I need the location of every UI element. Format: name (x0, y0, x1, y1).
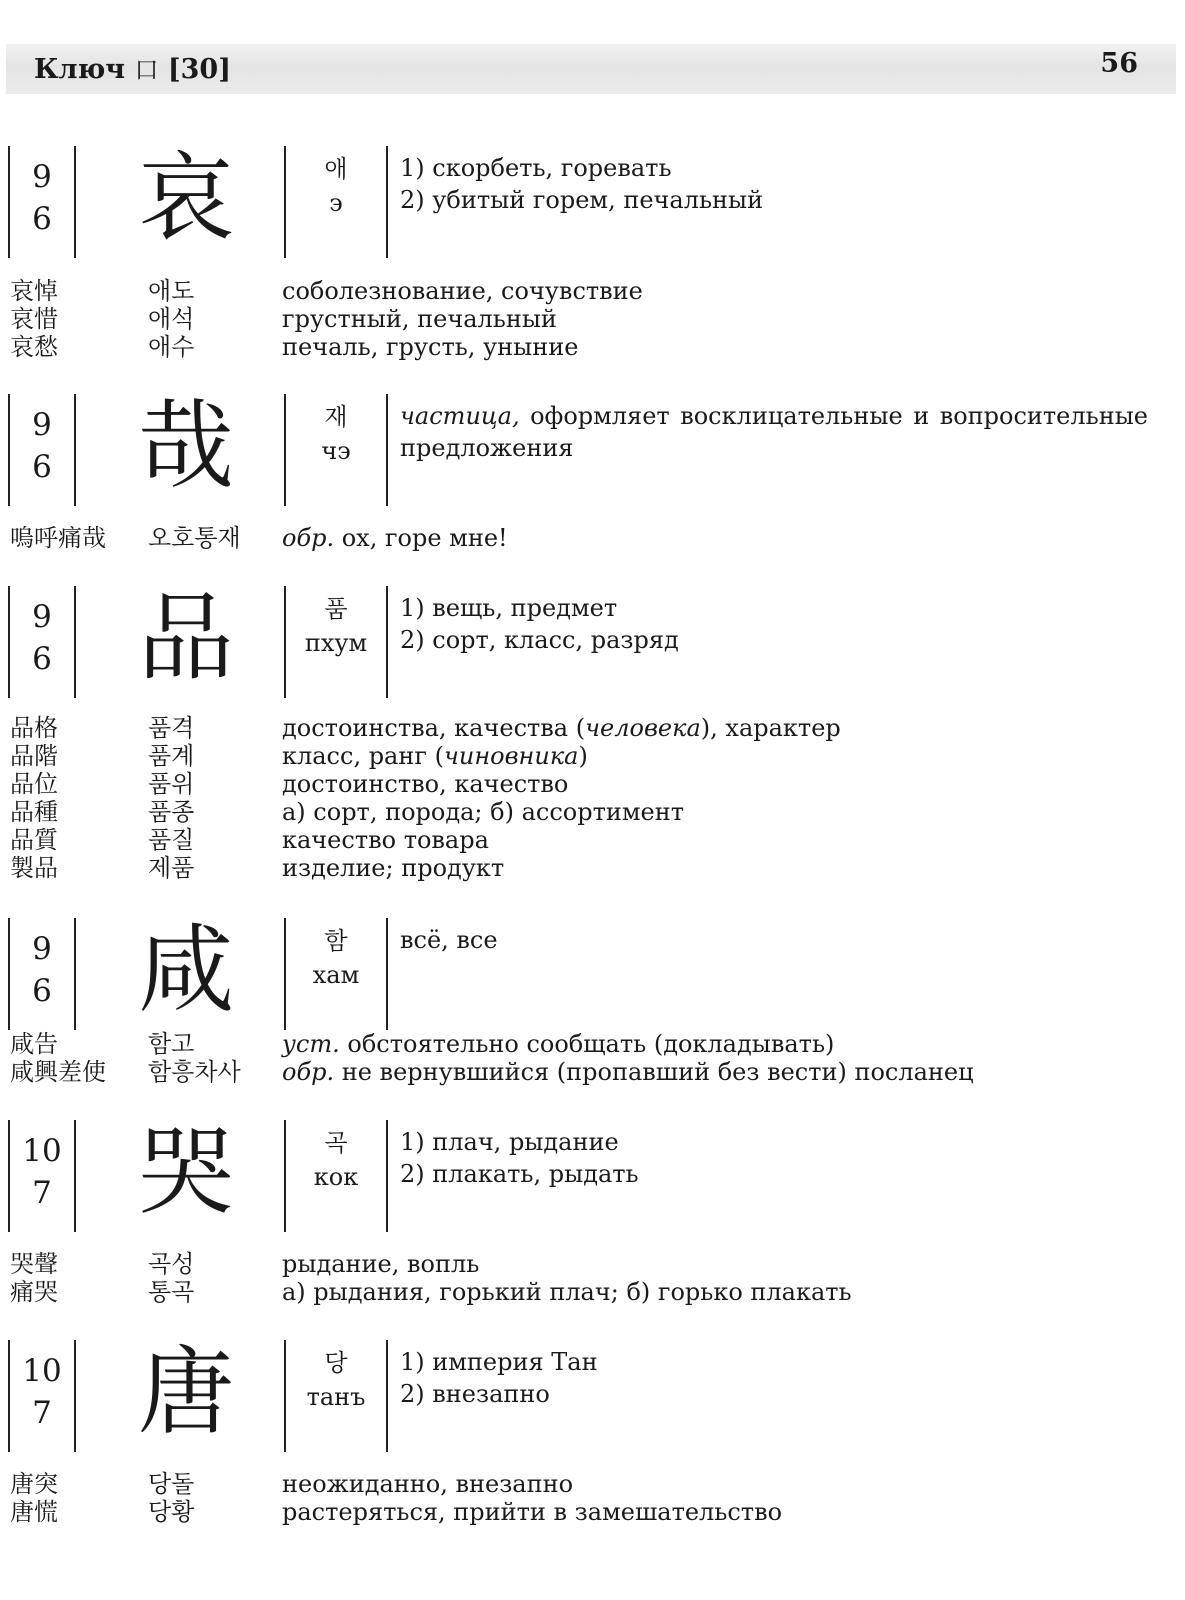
compound-hanzi: 哀悼 (10, 277, 58, 305)
reading-box (284, 586, 388, 698)
meaning-list (400, 592, 1148, 656)
stroke-count (8, 146, 76, 258)
extra-strokes: 6 (32, 641, 52, 677)
compound-hanzi: 品位 (10, 770, 58, 798)
compound-list (0, 1030, 1185, 1086)
compound-hangul: 당돌 (148, 1470, 195, 1498)
total-strokes: 10 (22, 1353, 62, 1389)
compound-row (0, 826, 1185, 854)
compound-translation: а) сорт, порода; б) ассортимент (282, 798, 685, 826)
meaning-line: 2) убитый горем, печальный (400, 186, 764, 214)
compound-hangul: 오호통재 (148, 524, 241, 552)
compound-hangul: 품질 (148, 826, 195, 854)
compound-row (0, 333, 1185, 361)
compound-hangul: 품계 (148, 742, 195, 770)
compound-hanzi: 嗚呼痛哉 (10, 524, 106, 552)
meaning-paragraph (400, 400, 1148, 464)
reading-box (284, 146, 388, 258)
cyrillic-reading: кок (313, 1163, 359, 1191)
compound-hangul: 품격 (148, 714, 195, 742)
compound-row (0, 305, 1185, 333)
compound-row (0, 1030, 1185, 1058)
compound-hanzi: 咸興差使 (10, 1058, 106, 1086)
compound-translation: обр. ох, горе мне! (282, 524, 508, 552)
compound-hangul: 당황 (148, 1498, 195, 1526)
page-number: 56 (1100, 48, 1138, 79)
key-label: Ключ (34, 54, 126, 85)
dictionary-entry (0, 1116, 1185, 1238)
compound-row (0, 1278, 1185, 1306)
meaning-line: 2) внезапно (400, 1380, 550, 1408)
headword-character: 哉 (138, 390, 234, 502)
headword-character: 哭 (138, 1116, 234, 1228)
compound-hanzi: 品階 (10, 742, 58, 770)
usage-label: обр. (282, 1058, 335, 1086)
meaning-text: оформляет восклицательные и вопросительные предложения (400, 402, 1148, 462)
compound-list (0, 524, 1185, 552)
compound-translation: рыдание, вопль (282, 1250, 480, 1278)
compound-row (0, 714, 1185, 742)
extra-strokes: 6 (32, 201, 52, 237)
compound-list (0, 1250, 1185, 1306)
meaning-line: 1) скорбеть, горевать (400, 154, 672, 182)
dictionary-entry (0, 390, 1185, 512)
compound-translation: качество товара (282, 826, 489, 854)
compound-hanzi: 製品 (10, 854, 58, 882)
total-strokes: 9 (32, 407, 52, 443)
stroke-count (8, 1120, 76, 1232)
total-strokes: 10 (22, 1133, 62, 1169)
headword-character: 唐 (138, 1336, 234, 1448)
page-header (6, 44, 1176, 94)
compound-translation: изделие; продукт (282, 854, 505, 882)
stroke-count (8, 918, 76, 1030)
dictionary-entry (0, 582, 1185, 704)
compound-hanzi: 哀愁 (10, 333, 58, 361)
usage-label: уст. (282, 1030, 340, 1058)
hangul-reading: 품 (324, 595, 348, 623)
radical-character: 口 (134, 56, 159, 84)
compound-translation: растеряться, прийти в замешательство (282, 1498, 783, 1526)
extra-strokes: 6 (32, 449, 52, 485)
compound-hangul: 애수 (148, 333, 195, 361)
compound-list (0, 714, 1185, 882)
compound-translation: обр. не вернувшийся (пропавший без вести) посланец (282, 1058, 974, 1086)
compound-translation: а) рыдания, горький плач; б) горько плакать (282, 1278, 852, 1306)
headword-character: 咸 (138, 914, 234, 1026)
hangul-reading: 곡 (324, 1129, 348, 1157)
compound-translation: грустный, печальный (282, 305, 557, 333)
compound-translation: достоинство, качество (282, 770, 569, 798)
cyrillic-reading: э (329, 189, 343, 217)
meaning-list (400, 1126, 1148, 1190)
compound-row (0, 798, 1185, 826)
compound-hangul: 애도 (148, 277, 195, 305)
compound-hangul: 곡성 (148, 1250, 195, 1278)
compound-hanzi: 痛哭 (10, 1278, 58, 1306)
compound-hanzi: 哭聲 (10, 1250, 58, 1278)
compound-hangul: 품종 (148, 798, 195, 826)
total-strokes: 9 (32, 159, 52, 195)
compound-hanzi: 哀惜 (10, 305, 58, 333)
stroke-count (8, 1340, 76, 1452)
compound-list (0, 1470, 1185, 1526)
meaning-line: 2) плакать, рыдать (400, 1160, 639, 1188)
meaning-list (400, 1346, 1148, 1410)
compound-hangul: 애석 (148, 305, 195, 333)
meaning-list (400, 400, 1148, 464)
compound-translation: печаль, грусть, уныние (282, 333, 579, 361)
compound-hangul: 함흥차사 (148, 1058, 241, 1086)
hangul-reading: 당 (324, 1349, 348, 1377)
compound-hanzi: 品格 (10, 714, 58, 742)
meaning-list (400, 152, 1148, 216)
headword-character: 品 (138, 582, 234, 694)
meaning-line: 2) сорт, класс, разряд (400, 626, 679, 654)
compound-hanzi: 唐慌 (10, 1498, 58, 1526)
compound-row (0, 770, 1185, 798)
compound-hanzi: 唐突 (10, 1470, 58, 1498)
hangul-reading: 애 (324, 155, 348, 183)
dictionary-entry (0, 1336, 1185, 1458)
compound-row (0, 854, 1185, 882)
compound-row (0, 1250, 1185, 1278)
total-strokes: 9 (32, 599, 52, 635)
grammar-label: частица, (400, 402, 520, 430)
key-number: [30] (167, 54, 231, 85)
meaning-line: 1) империя Тан (400, 1348, 598, 1376)
compound-translation: соболезнование, сочувствие (282, 277, 643, 305)
compound-row (0, 1498, 1185, 1526)
dictionary-entry (0, 914, 1185, 1036)
hangul-reading: 재 (324, 403, 348, 431)
compound-row (0, 1058, 1185, 1086)
meaning-line: 1) вещь, предмет (400, 594, 618, 622)
usage-label: обр. (282, 524, 335, 552)
compound-hangul: 통곡 (148, 1278, 195, 1306)
compound-row (0, 277, 1185, 305)
dictionary-entry (0, 142, 1185, 264)
cyrillic-reading: чэ (321, 437, 351, 465)
total-strokes: 9 (32, 931, 52, 967)
cyrillic-reading: танъ (306, 1383, 366, 1411)
compound-hangul: 함고 (148, 1030, 195, 1058)
meaning-line: 1) плач, рыдание (400, 1128, 619, 1156)
cyrillic-reading: пхум (304, 629, 368, 657)
compound-hanzi: 咸告 (10, 1030, 58, 1058)
compound-hanzi: 品質 (10, 826, 58, 854)
compound-hangul: 품위 (148, 770, 195, 798)
compound-list (0, 277, 1185, 361)
headword-character: 哀 (138, 142, 234, 254)
compound-translation: достоинства, качества (человека), характер (282, 714, 841, 742)
cyrillic-reading: хам (312, 961, 360, 989)
hangul-reading: 함 (324, 927, 348, 955)
compound-translation: уст. обстоятельно сообщать (докладывать) (282, 1030, 835, 1058)
compound-translation: класс, ранг (чиновника) (282, 742, 588, 770)
compound-hanzi: 品種 (10, 798, 58, 826)
radical-key-title (34, 50, 231, 85)
stroke-count (8, 586, 76, 698)
reading-box (284, 1120, 388, 1232)
extra-strokes: 7 (32, 1175, 52, 1211)
compound-row (0, 524, 1185, 552)
reading-box (284, 394, 388, 506)
compound-row (0, 1470, 1185, 1498)
compound-translation: неожиданно, внезапно (282, 1470, 574, 1498)
extra-strokes: 7 (32, 1395, 52, 1431)
extra-strokes: 6 (32, 973, 52, 1009)
compound-hangul: 제품 (148, 854, 195, 882)
meaning-list (400, 924, 1148, 956)
meaning-line: всё, все (400, 926, 498, 954)
compound-row (0, 742, 1185, 770)
stroke-count (8, 394, 76, 506)
reading-box (284, 918, 388, 1030)
reading-box (284, 1340, 388, 1452)
